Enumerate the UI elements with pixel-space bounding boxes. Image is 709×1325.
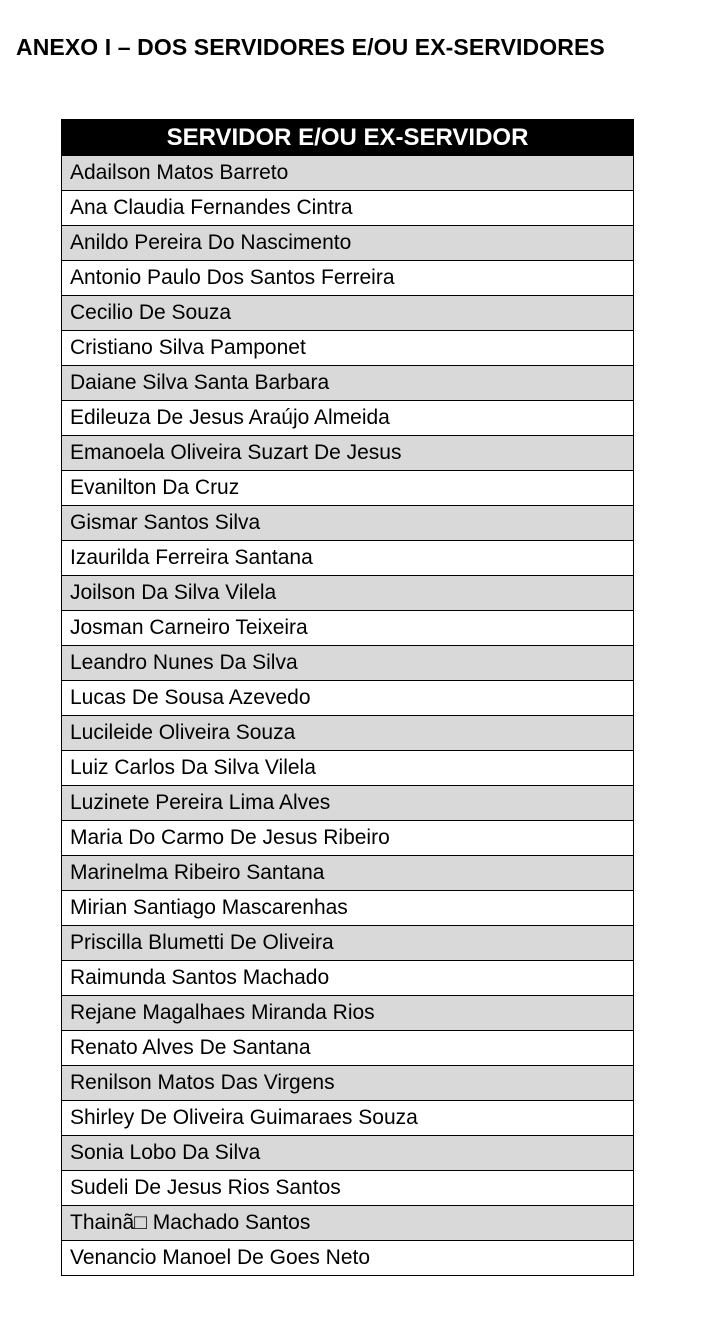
table-row — [62, 1241, 634, 1276]
table-row — [62, 156, 634, 191]
table-row — [62, 471, 634, 506]
table-row — [62, 716, 634, 751]
table-row — [62, 1206, 634, 1241]
table-row — [62, 1136, 634, 1171]
server-name-cell: Shirley De Oliveira Guimaraes Souza — [62, 1101, 634, 1136]
server-name-cell: Antonio Paulo Dos Santos Ferreira — [62, 261, 634, 296]
server-name-cell: Anildo Pereira Do Nascimento — [62, 226, 634, 261]
server-name-cell: Ana Claudia Fernandes Cintra — [62, 191, 634, 226]
server-name-cell: Josman Carneiro Teixeira — [62, 611, 634, 646]
table-row — [62, 996, 634, 1031]
table-row — [62, 681, 634, 716]
server-name-cell: Leandro Nunes Da Silva — [62, 646, 634, 681]
table-row — [62, 576, 634, 611]
server-name-cell: Sonia Lobo Da Silva — [62, 1136, 634, 1171]
table-row — [62, 1101, 634, 1136]
server-name-cell: Maria Do Carmo De Jesus Ribeiro — [62, 821, 634, 856]
table-row — [62, 401, 634, 436]
server-name-cell: Marinelma Ribeiro Santana — [62, 856, 634, 891]
server-name-cell: Renilson Matos Das Virgens — [62, 1066, 634, 1101]
server-name-cell: Luzinete Pereira Lima Alves — [62, 786, 634, 821]
server-name-cell: Thainã□ Machado Santos — [62, 1206, 634, 1241]
server-name-cell: Joilson Da Silva Vilela — [62, 576, 634, 611]
server-name-cell: Lucas De Sousa Azevedo — [62, 681, 634, 716]
table-row — [62, 646, 634, 681]
table-header-row — [62, 120, 634, 156]
table-row — [62, 261, 634, 296]
server-name-cell: Cristiano Silva Pamponet — [62, 331, 634, 366]
server-name-cell: Daiane Silva Santa Barbara — [62, 366, 634, 401]
server-name-cell: Luiz Carlos Da Silva Vilela — [62, 751, 634, 786]
document-title: ANEXO I – DOS SERVIDORES E/OU EX-SERVIDORES — [16, 34, 605, 60]
server-name-cell: Cecilio De Souza — [62, 296, 634, 331]
table-row — [62, 1171, 634, 1206]
server-name-cell: Renato Alves De Santana — [62, 1031, 634, 1066]
table-row — [62, 1031, 634, 1066]
server-name-cell: Evanilton Da Cruz — [62, 471, 634, 506]
table-row — [62, 1066, 634, 1101]
table-row — [62, 821, 634, 856]
table-row — [62, 856, 634, 891]
table-row — [62, 226, 634, 261]
server-name-cell: Edileuza De Jesus Araújo Almeida — [62, 401, 634, 436]
table-row — [62, 751, 634, 786]
table-row — [62, 786, 634, 821]
servers-table — [61, 119, 634, 1276]
table-row — [62, 506, 634, 541]
server-name-cell: Priscilla Blumetti De Oliveira — [62, 926, 634, 961]
table-row — [62, 541, 634, 576]
table-body — [62, 156, 634, 1276]
table-row — [62, 611, 634, 646]
server-name-cell: Venancio Manoel De Goes Neto — [62, 1241, 634, 1276]
table-row — [62, 366, 634, 401]
server-name-cell: Rejane Magalhaes Miranda Rios — [62, 996, 634, 1031]
table-row — [62, 961, 634, 996]
table-row — [62, 891, 634, 926]
server-name-cell: Izaurilda Ferreira Santana — [62, 541, 634, 576]
server-name-cell: Gismar Santos Silva — [62, 506, 634, 541]
server-name-cell: Mirian Santiago Mascarenhas — [62, 891, 634, 926]
server-name-cell: Adailson Matos Barreto — [62, 156, 634, 191]
table-row — [62, 926, 634, 961]
table-row — [62, 191, 634, 226]
table-row — [62, 331, 634, 366]
server-name-cell: Raimunda Santos Machado — [62, 961, 634, 996]
table-row — [62, 436, 634, 471]
server-name-cell: Lucileide Oliveira Souza — [62, 716, 634, 751]
server-name-cell: Emanoela Oliveira Suzart De Jesus — [62, 436, 634, 471]
table-row — [62, 296, 634, 331]
column-header-servidor: SERVIDOR E/OU EX-SERVIDOR — [62, 120, 634, 156]
server-name-cell: Sudeli De Jesus Rios Santos — [62, 1171, 634, 1206]
